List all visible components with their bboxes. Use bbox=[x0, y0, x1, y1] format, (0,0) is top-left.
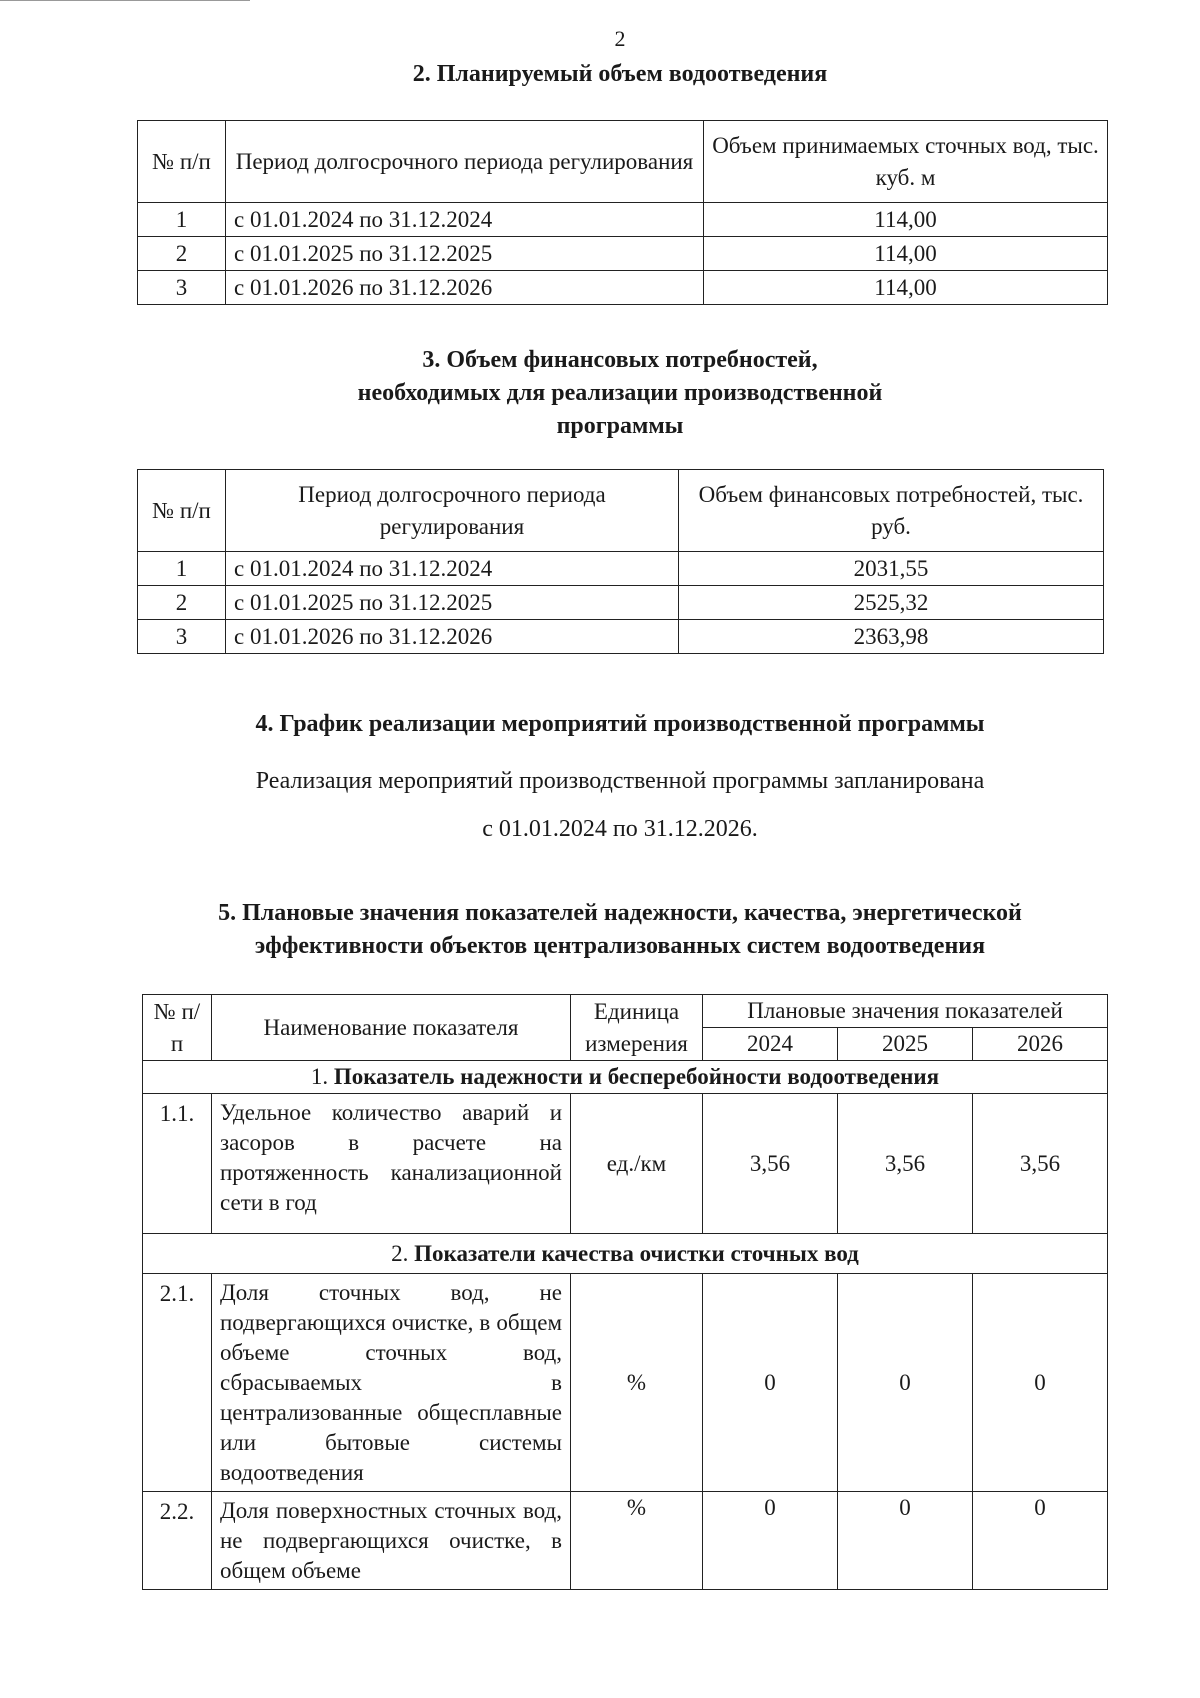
section2-title: 2. Планируемый объем водоотведения bbox=[412, 61, 828, 87]
table-row bbox=[138, 586, 1104, 620]
table-row bbox=[143, 1094, 1108, 1234]
row-period: с 01.01.2024 по 31.12.2024 bbox=[226, 203, 704, 237]
section3-title-line: необходимых для реализации производственной bbox=[357, 380, 883, 406]
row-period: с 01.01.2025 по 31.12.2025 bbox=[226, 237, 704, 271]
table-row bbox=[138, 237, 1108, 271]
row-value-2024: 3,56 bbox=[703, 1094, 838, 1234]
row-indicator-name: Удельное количество аварий и засоров в расчете на протяженность канализационной сети в год bbox=[212, 1094, 571, 1234]
row-number: 2.1. bbox=[143, 1274, 212, 1492]
section3-title-line: программы bbox=[556, 413, 684, 439]
header-year: 2026 bbox=[973, 1028, 1108, 1061]
row-period: с 01.01.2026 по 31.12.2026 bbox=[226, 271, 704, 305]
section4-text-line: с 01.01.2024 по 31.12.2026. bbox=[482, 816, 758, 842]
section3-table bbox=[137, 469, 1104, 654]
row-value-2026: 0 bbox=[973, 1274, 1108, 1492]
row-number: 1 bbox=[138, 203, 226, 237]
table-row bbox=[138, 620, 1104, 654]
row-number: 3 bbox=[138, 271, 226, 305]
table-row bbox=[138, 203, 1108, 237]
row-unit: % bbox=[571, 1492, 703, 1590]
row-period: с 01.01.2024 по 31.12.2024 bbox=[226, 552, 679, 586]
section4-title: 4. График реализации мероприятий производственной программы bbox=[255, 711, 985, 737]
row-period: с 01.01.2026 по 31.12.2026 bbox=[226, 620, 679, 654]
section5-title bbox=[0, 897, 1200, 963]
section2-table bbox=[137, 120, 1108, 305]
section5-title-line: 5. Плановые значения показателей надежности, качества, энергетической bbox=[218, 900, 1022, 926]
header-unit: Единица измерения bbox=[571, 995, 703, 1061]
table-row bbox=[138, 552, 1104, 586]
group-number: 1. bbox=[310, 1064, 329, 1089]
section5-table bbox=[142, 994, 1108, 1590]
scan-edge-line bbox=[0, 0, 250, 1]
group-title-text: Показатели качества очистки сточных вод bbox=[414, 1240, 859, 1266]
section4-text-line: Реализация мероприятий производственной программы запланирована bbox=[255, 768, 985, 794]
header-indicator-name: Наименование показателя bbox=[212, 995, 571, 1061]
group-title bbox=[143, 1061, 1108, 1094]
table-header-row bbox=[143, 995, 1108, 1028]
row-value: 2363,98 bbox=[679, 620, 1104, 654]
row-value-2024: 0 bbox=[703, 1492, 838, 1590]
row-value: 114,00 bbox=[704, 237, 1108, 271]
page-number: 2 bbox=[614, 26, 626, 51]
row-number: 1 bbox=[138, 552, 226, 586]
table-row bbox=[143, 1492, 1108, 1590]
section3-title-line: 3. Объем финансовых потребностей, bbox=[422, 347, 818, 373]
header-year: 2024 bbox=[703, 1028, 838, 1061]
header-number: № п/п bbox=[138, 470, 226, 552]
table-header-row bbox=[138, 470, 1104, 552]
row-unit: ед./км bbox=[571, 1094, 703, 1234]
row-number: 3 bbox=[138, 620, 226, 654]
row-number: 1.1. bbox=[143, 1094, 212, 1234]
section3-title bbox=[0, 344, 1200, 443]
row-indicator-name: Доля сточных вод, не подвергающихся очистке, в общем объеме сточных вод, сбрасываемых в централизованные общесплавные или бытовые системы водоотведения bbox=[212, 1274, 571, 1492]
header-period: Период долгосрочного периода регулирования bbox=[226, 121, 704, 203]
row-number: 2.2. bbox=[143, 1492, 212, 1590]
row-value: 2525,32 bbox=[679, 586, 1104, 620]
table-row bbox=[138, 271, 1108, 305]
row-value-2026: 0 bbox=[973, 1492, 1108, 1590]
group-number: 2. bbox=[391, 1240, 409, 1266]
row-value: 2031,55 bbox=[679, 552, 1104, 586]
row-number: 2 bbox=[138, 237, 226, 271]
row-value-2025: 3,56 bbox=[838, 1094, 973, 1234]
group-title-text: Показатель надежности и бесперебойности водоотведения bbox=[333, 1064, 940, 1089]
table-row bbox=[143, 1274, 1108, 1492]
header-volume: Объем принимаемых сточных вод, тыс. куб. м bbox=[704, 121, 1108, 203]
row-value: 114,00 bbox=[704, 203, 1108, 237]
group-title-row bbox=[143, 1061, 1108, 1094]
table-header-row bbox=[138, 121, 1108, 203]
row-value-2024: 0 bbox=[703, 1274, 838, 1492]
row-number: 2 bbox=[138, 586, 226, 620]
header-finance: Объем финансовых потребностей, тыс. руб. bbox=[679, 470, 1104, 552]
row-indicator-name: Доля поверхностных сточных вод, не подвергающихся очистке, в общем объеме bbox=[212, 1492, 571, 1590]
row-value-2025: 0 bbox=[838, 1492, 973, 1590]
header-year: 2025 bbox=[838, 1028, 973, 1061]
header-period: Период долгосрочного периода регулирования bbox=[226, 470, 679, 552]
section5-title-line: эффективности объектов централизованных систем водоотведения bbox=[254, 933, 986, 959]
group-title bbox=[143, 1234, 1108, 1274]
row-period: с 01.01.2025 по 31.12.2025 bbox=[226, 586, 679, 620]
row-unit: % bbox=[571, 1274, 703, 1492]
header-number: № п/п bbox=[138, 121, 226, 203]
group-title-row bbox=[143, 1234, 1108, 1274]
row-value-2026: 3,56 bbox=[973, 1094, 1108, 1234]
row-value: 114,00 bbox=[704, 271, 1108, 305]
row-value-2025: 0 bbox=[838, 1274, 973, 1492]
header-planned-values: Плановые значения показателей bbox=[703, 995, 1108, 1028]
header-number: № п/п bbox=[143, 995, 212, 1061]
